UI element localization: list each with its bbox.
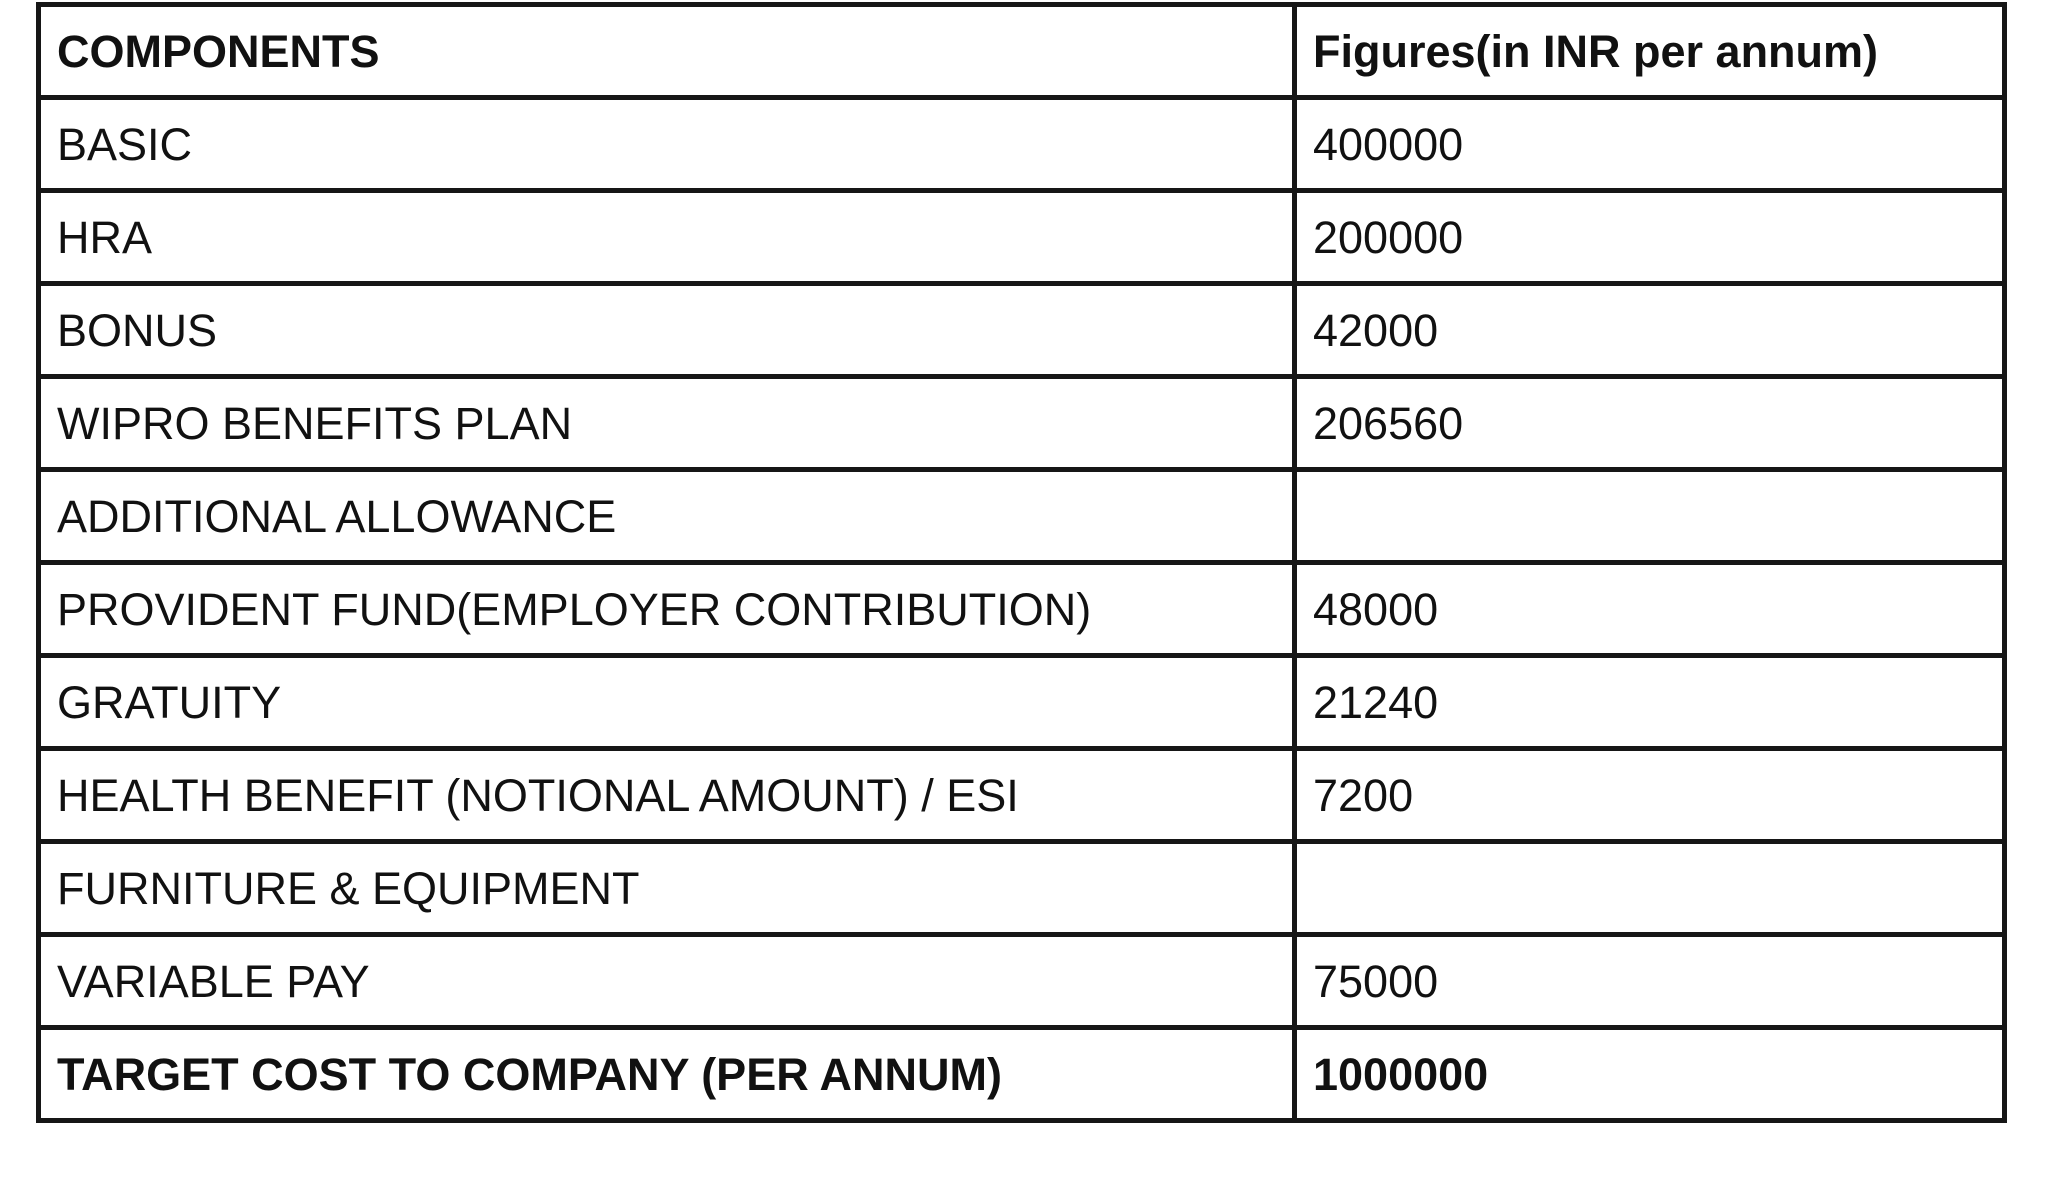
header-figures: Figures(in INR per annum) [1295, 5, 2005, 98]
table-row [39, 656, 2005, 749]
figure-cell: 7200 [1295, 749, 2005, 842]
component-cell: GRATUITY [39, 656, 1295, 749]
figure-cell [1295, 842, 2005, 935]
component-cell: FURNITURE & EQUIPMENT [39, 842, 1295, 935]
total-value: 1000000 [1295, 1028, 2005, 1121]
table-row [39, 749, 2005, 842]
figure-cell [1295, 470, 2005, 563]
component-cell: BASIC [39, 98, 1295, 191]
header-components: COMPONENTS [39, 5, 1295, 98]
figure-cell: 400000 [1295, 98, 2005, 191]
component-cell: HRA [39, 191, 1295, 284]
component-cell: WIPRO BENEFITS PLAN [39, 377, 1295, 470]
table-row [39, 842, 2005, 935]
table-row [39, 470, 2005, 563]
figure-cell: 206560 [1295, 377, 2005, 470]
salary-components-table [36, 2, 2007, 1123]
table-header-row [39, 5, 2005, 98]
table-row [39, 377, 2005, 470]
total-row [39, 1028, 2005, 1121]
component-cell: HEALTH BENEFIT (NOTIONAL AMOUNT) / ESI [39, 749, 1295, 842]
table-row [39, 98, 2005, 191]
figure-cell: 48000 [1295, 563, 2005, 656]
table-row [39, 191, 2005, 284]
component-cell: VARIABLE PAY [39, 935, 1295, 1028]
table-row [39, 563, 2005, 656]
figure-cell: 200000 [1295, 191, 2005, 284]
figure-cell: 42000 [1295, 284, 2005, 377]
table-row [39, 935, 2005, 1028]
figure-cell: 75000 [1295, 935, 2005, 1028]
component-cell: BONUS [39, 284, 1295, 377]
component-cell: ADDITIONAL ALLOWANCE [39, 470, 1295, 563]
total-label: TARGET COST TO COMPANY (PER ANNUM) [39, 1028, 1295, 1121]
figure-cell: 21240 [1295, 656, 2005, 749]
component-cell: PROVIDENT FUND(EMPLOYER CONTRIBUTION) [39, 563, 1295, 656]
table-row [39, 284, 2005, 377]
